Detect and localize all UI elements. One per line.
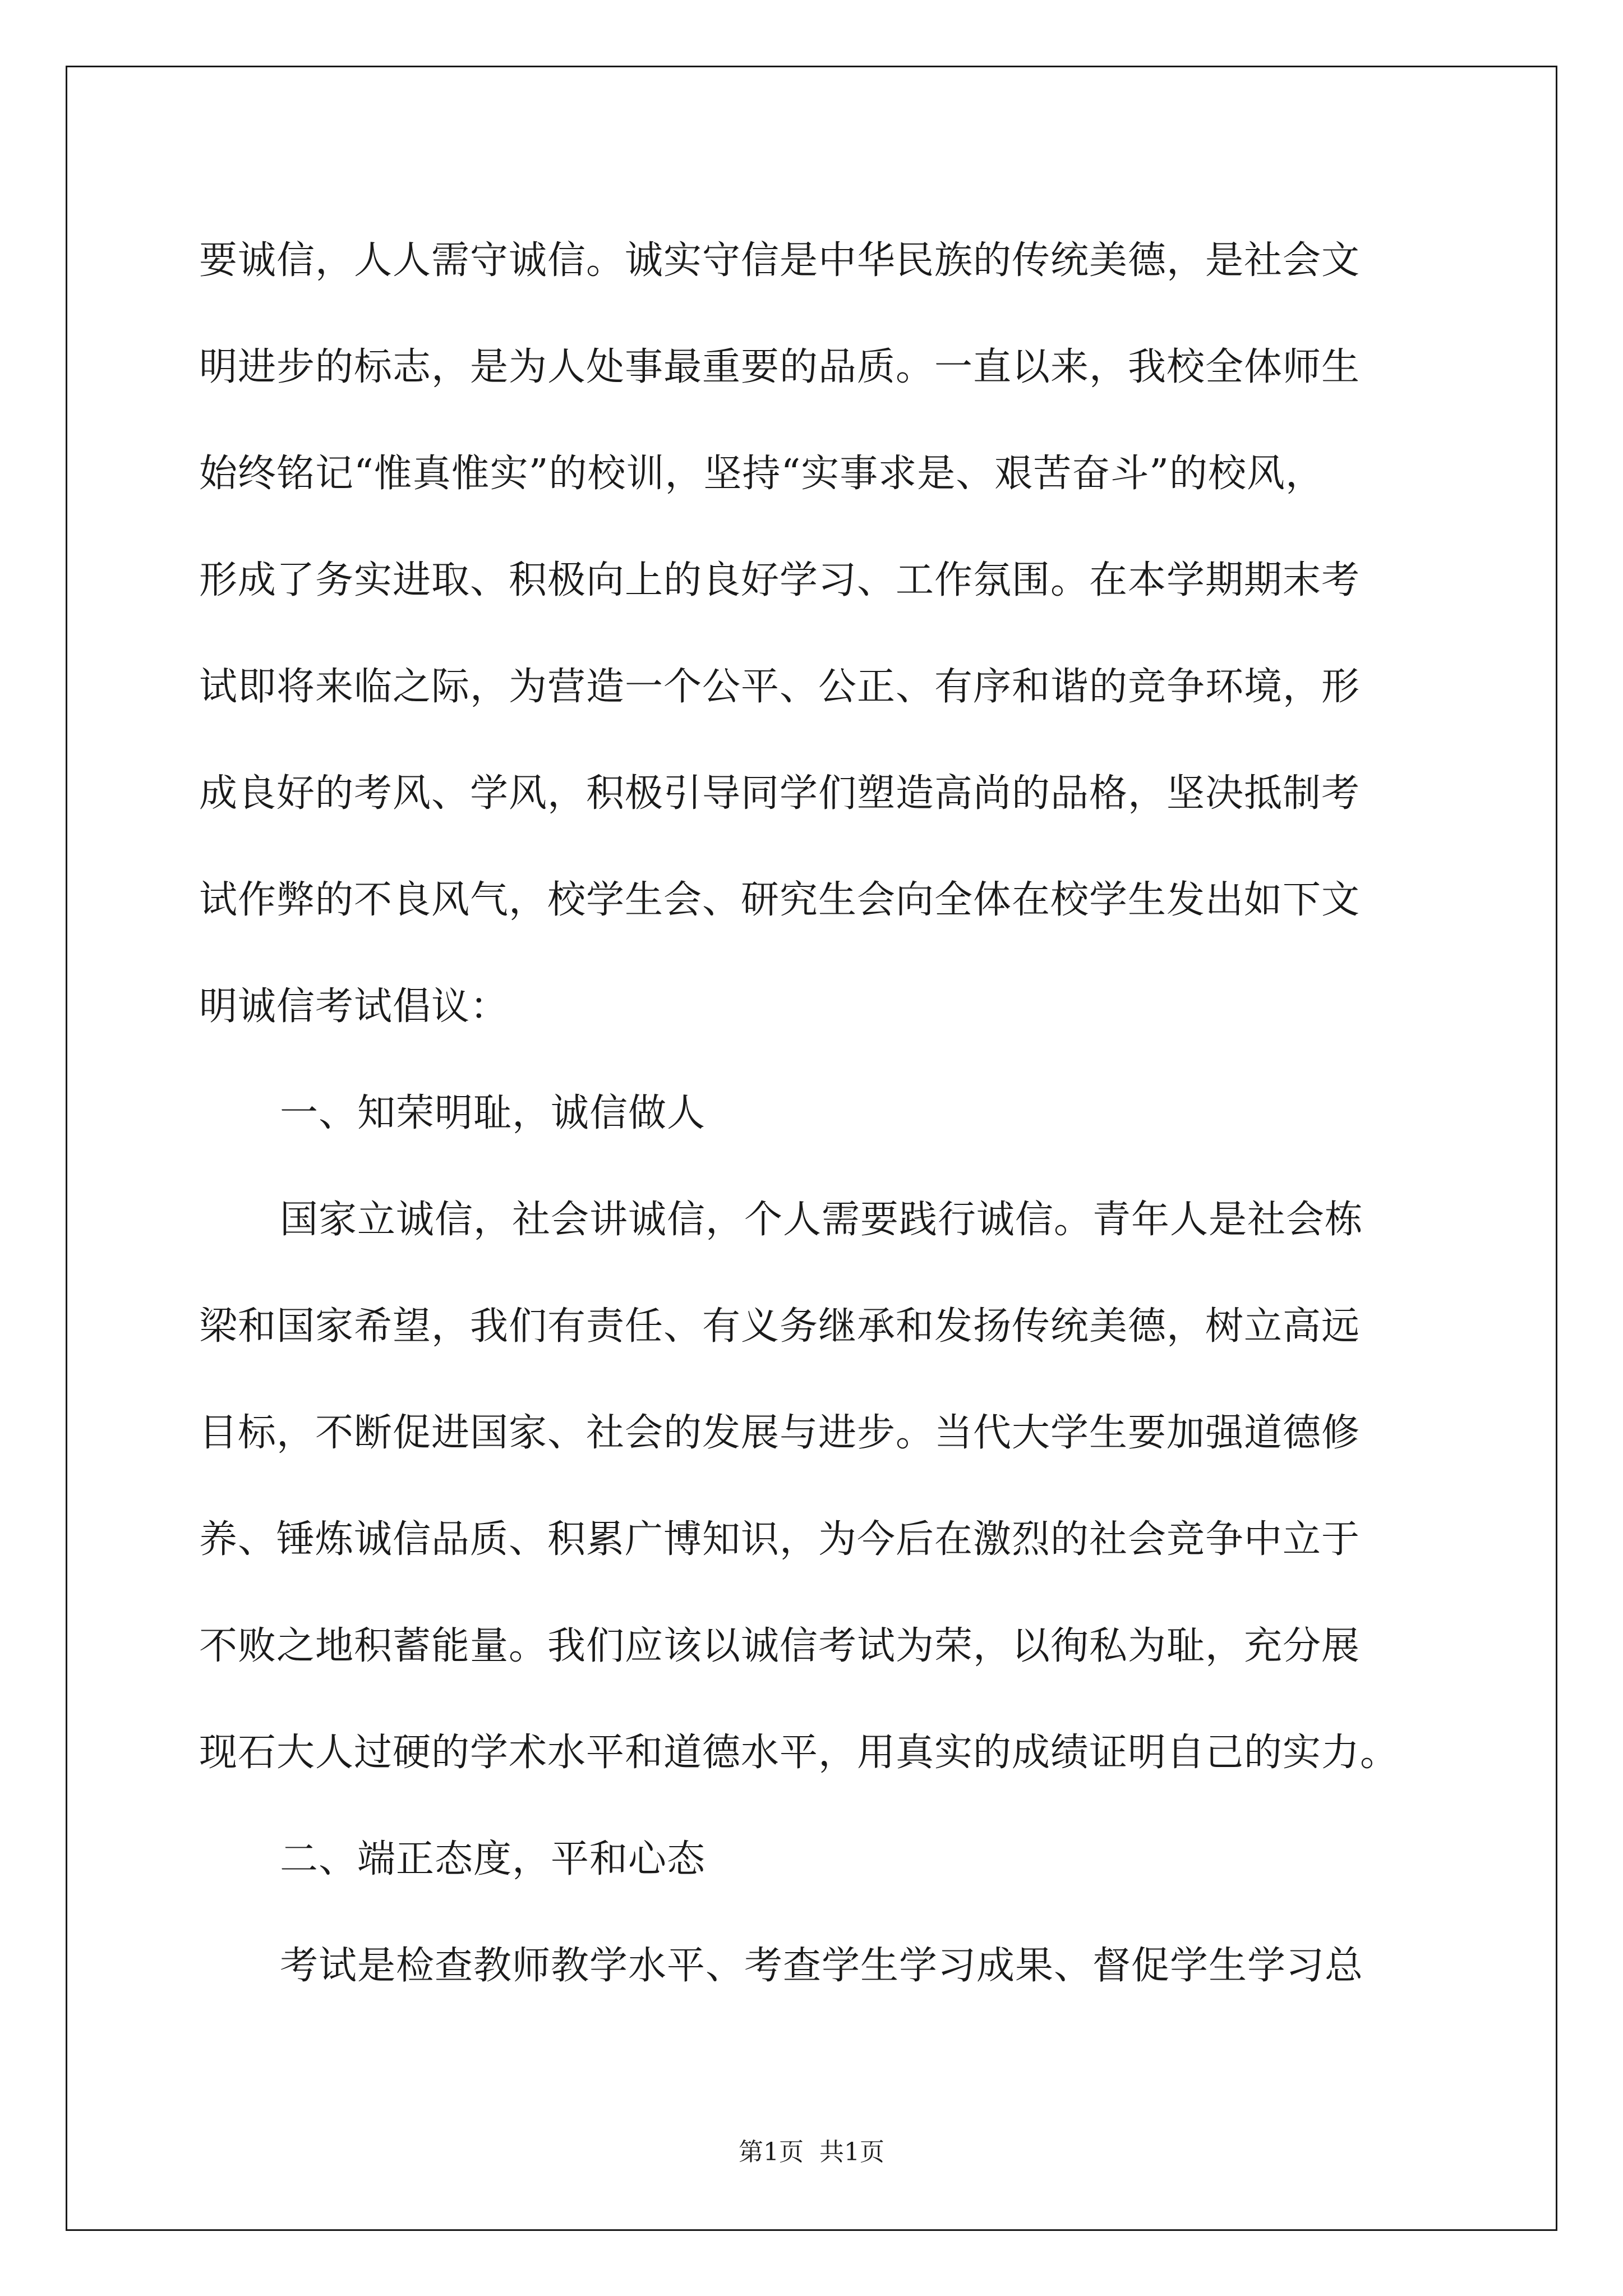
text-line: 养、锤炼诚信品质、积累广博知识，为今后在激烈的社会竞争中立于 <box>199 1517 1361 1562</box>
text-line: 二、端正态度，平和心态 <box>280 1837 706 1881</box>
text-line: 不败之地积蓄能量。我们应该以诚信考试为荣，以徇私为耻，充分展 <box>199 1624 1361 1668</box>
text-line: 明诚信考试倡议： <box>199 984 509 1029</box>
text-line: 始终铭记“惟真惟实”的校训，坚持“实事求是、艰苦奋斗”的校风， <box>199 452 1325 496</box>
text-line: 形成了务实进取、积极向上的良好学习、工作氛围。在本学期期末考 <box>199 558 1361 602</box>
text-line: 试即将来临之际，为营造一个公平、公正、有序和谐的竞争环境，形 <box>199 665 1361 709</box>
text-line: 明进步的标志，是为人处事最重要的品质。一直以来，我校全体师生 <box>199 345 1361 389</box>
text-line: 试作弊的不良风气，校学生会、研究生会向全体在校学生发出如下文 <box>199 878 1361 922</box>
text-line: 要诚信，人人需守诚信。诚实守信是中华民族的传统美德，是社会文 <box>199 238 1361 283</box>
text-line: 目标，不断促进国家、社会的发展与进步。当代大学生要加强道德修 <box>199 1411 1361 1455</box>
text-line: 考试是检查教师教学水平、考查学生学习成果、督促学生学习总 <box>280 1944 1364 1988</box>
text-line: 国家立诚信，社会讲诚信，个人需要践行诚信。青年人是社会栋 <box>280 1198 1364 1242</box>
text-line: 现石大人过硬的学术水平和道德水平，用真实的成绩证明自己的实力。 <box>199 1731 1399 1775</box>
page-footer: 第1页 共1页 <box>739 2138 884 2166</box>
text-line: 一、知荣明耻，诚信做人 <box>280 1091 706 1135</box>
document-body <box>199 208 1455 2019</box>
text-line: 成良好的考风、学风，积极引导同学们塑造高尚的品格，坚决抵制考 <box>199 771 1361 816</box>
text-line: 梁和国家希望，我们有责任、有义务继承和发扬传统美德，树立高远 <box>199 1304 1361 1349</box>
